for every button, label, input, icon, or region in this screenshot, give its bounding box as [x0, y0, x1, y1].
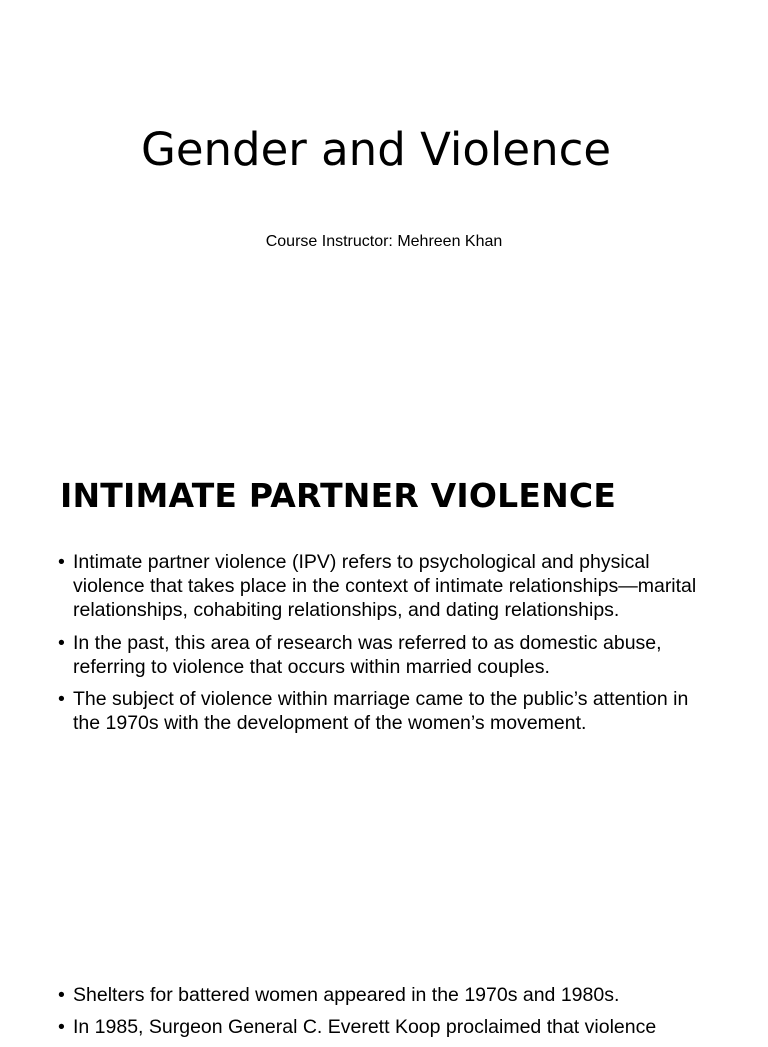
- list-item-text: Intimate partner violence (IPV) refers to psychological and physical violence that takes place in the context of intimate relationships—marital relationships, cohabiting relationships, and dating relationships.: [73, 551, 697, 622]
- section-heading: INTIMATE PARTNER VIOLENCE: [60, 476, 617, 515]
- list-item-text: Shelters for battered women appeared in the 1970s and 1980s.: [73, 984, 620, 1006]
- bullet-list: [58, 983, 718, 1047]
- list-item-text: In the past, this area of research was referred to as domestic abuse, referring to violence that occurs within married couples.: [73, 631, 662, 678]
- bullet-icon: •: [58, 1016, 65, 1039]
- list-item-text: In 1985, Surgeon General C. Everett Koop proclaimed that violence: [73, 1016, 657, 1039]
- slide-title: Gender and Violence: [140, 123, 612, 176]
- bullet-icon: •: [58, 984, 65, 1006]
- list-item: [58, 550, 718, 623]
- list-item: [58, 983, 718, 1007]
- list-item: [58, 687, 718, 735]
- list-item: [58, 1015, 718, 1039]
- list-item: [58, 631, 718, 679]
- bullet-icon: •: [58, 631, 65, 654]
- slide-subtitle: Course Instructor: Mehreen Khan: [265, 233, 503, 250]
- bullet-list: [58, 550, 718, 743]
- bullet-icon: •: [58, 688, 65, 711]
- list-item-text: The subject of violence within marriage came to the public’s attention in the 1970s with the development of the women’s movement.: [73, 688, 689, 735]
- bullet-icon: •: [58, 551, 65, 573]
